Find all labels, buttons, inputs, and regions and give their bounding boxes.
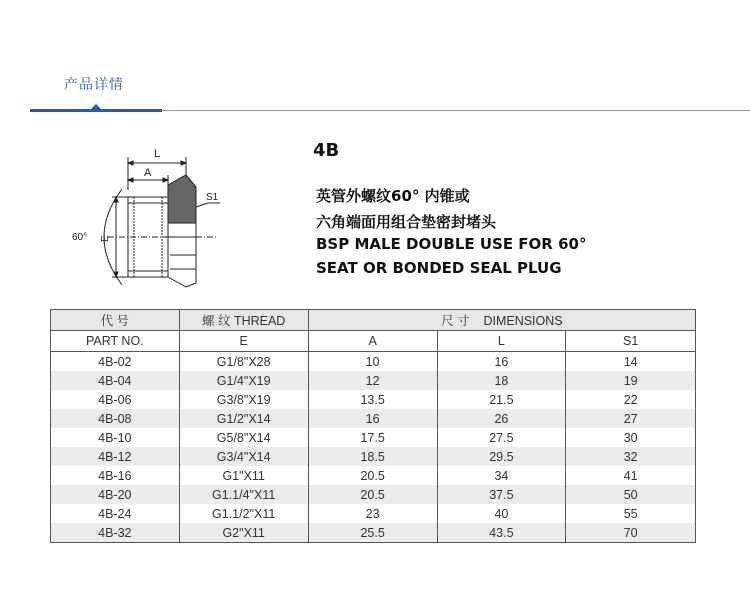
cell-part: 4B-08 — [51, 409, 180, 428]
header-dimensions: 尺 寸 DIMENSIONS — [308, 310, 695, 331]
table-row — [51, 352, 696, 372]
cell-s1: 50 — [566, 485, 696, 504]
cell-thread: G3/8"X19 — [179, 390, 308, 409]
cell-a: 13.5 — [308, 390, 437, 409]
drawing-label-a: A — [144, 167, 152, 179]
cell-thread: G1.1/4"X11 — [179, 485, 308, 504]
cell-l: 21.5 — [437, 390, 566, 409]
cell-a: 12 — [308, 371, 437, 390]
cell-part: 4B-10 — [51, 428, 180, 447]
cell-l: 40 — [437, 504, 566, 523]
cell-l: 26 — [437, 409, 566, 428]
product-desc-en-2: SEAT OR BONDED SEAL PLUG — [316, 259, 562, 277]
table-row — [51, 466, 696, 485]
cell-thread: G1/4"X19 — [179, 371, 308, 390]
cell-thread: G3/4"X14 — [179, 447, 308, 466]
plug-technical-drawing — [68, 145, 228, 290]
cell-part: 4B-06 — [51, 390, 180, 409]
header-thread: 螺 纹 THREAD — [179, 310, 308, 331]
table-row — [51, 504, 696, 523]
header-part-cn: 代 号 — [51, 310, 180, 331]
cell-part: 4B-12 — [51, 447, 180, 466]
drawing-label-s1: S1 — [206, 192, 219, 203]
table-row — [51, 523, 696, 543]
cell-a: 10 — [308, 352, 437, 372]
cell-thread: G1"X11 — [179, 466, 308, 485]
table-row — [51, 409, 696, 428]
header-a: A — [308, 331, 437, 352]
tab-active-underline — [30, 109, 162, 112]
header-thread-e: E — [179, 331, 308, 352]
cell-a: 20.5 — [308, 485, 437, 504]
cell-s1: 30 — [566, 428, 696, 447]
table-row — [51, 428, 696, 447]
header-part-en: PART NO. — [51, 331, 180, 352]
table-row — [51, 390, 696, 409]
cell-s1: 19 — [566, 371, 696, 390]
tab-active-caret — [91, 104, 101, 109]
spec-table-body — [51, 352, 696, 543]
header-l: L — [437, 331, 566, 352]
cell-a: 23 — [308, 504, 437, 523]
cell-a: 16 — [308, 409, 437, 428]
header-s1: S1 — [566, 331, 696, 352]
cell-a: 18.5 — [308, 447, 437, 466]
cell-part: 4B-20 — [51, 485, 180, 504]
cell-thread: G5/8"X14 — [179, 428, 308, 447]
cell-s1: 32 — [566, 447, 696, 466]
cell-thread: G2"X11 — [179, 523, 308, 543]
product-desc-cn-1: 英管外螺纹60° 内锥或 — [316, 187, 470, 205]
cell-l: 34 — [437, 466, 566, 485]
drawing-label-l: L — [154, 148, 161, 160]
spec-table — [50, 309, 696, 543]
cell-l: 18 — [437, 371, 566, 390]
product-code: 4B — [313, 140, 340, 161]
cell-s1: 41 — [566, 466, 696, 485]
tab-product-details[interactable]: 产品详情 — [64, 77, 124, 93]
cell-l: 29.5 — [437, 447, 566, 466]
cell-part: 4B-04 — [51, 371, 180, 390]
cell-part: 4B-16 — [51, 466, 180, 485]
product-desc-cn-2: 六角端面用组合垫密封堵头 — [316, 213, 497, 231]
cell-thread: G1/2"X14 — [179, 409, 308, 428]
cell-l: 16 — [437, 352, 566, 372]
cell-a: 25.5 — [308, 523, 437, 543]
cell-s1: 14 — [566, 352, 696, 372]
cell-l: 43.5 — [437, 523, 566, 543]
table-row — [51, 447, 696, 466]
cell-l: 27.5 — [437, 428, 566, 447]
cell-s1: 22 — [566, 390, 696, 409]
product-desc-en-1: BSP MALE DOUBLE USE FOR 60° — [316, 235, 587, 253]
cell-part: 4B-24 — [51, 504, 180, 523]
cell-thread: G1.1/2"X11 — [179, 504, 308, 523]
drawing-label-angle: 60° — [72, 232, 88, 243]
cell-s1: 27 — [566, 409, 696, 428]
table-row — [51, 371, 696, 390]
drawing-label-e: E — [100, 235, 111, 242]
table-row — [51, 485, 696, 504]
cell-l: 37.5 — [437, 485, 566, 504]
cell-part: 4B-02 — [51, 352, 180, 372]
cell-a: 17.5 — [308, 428, 437, 447]
cell-s1: 55 — [566, 504, 696, 523]
cell-a: 20.5 — [308, 466, 437, 485]
cell-part: 4B-32 — [51, 523, 180, 543]
cell-thread: G1/8"X28 — [179, 352, 308, 372]
cell-s1: 70 — [566, 523, 696, 543]
